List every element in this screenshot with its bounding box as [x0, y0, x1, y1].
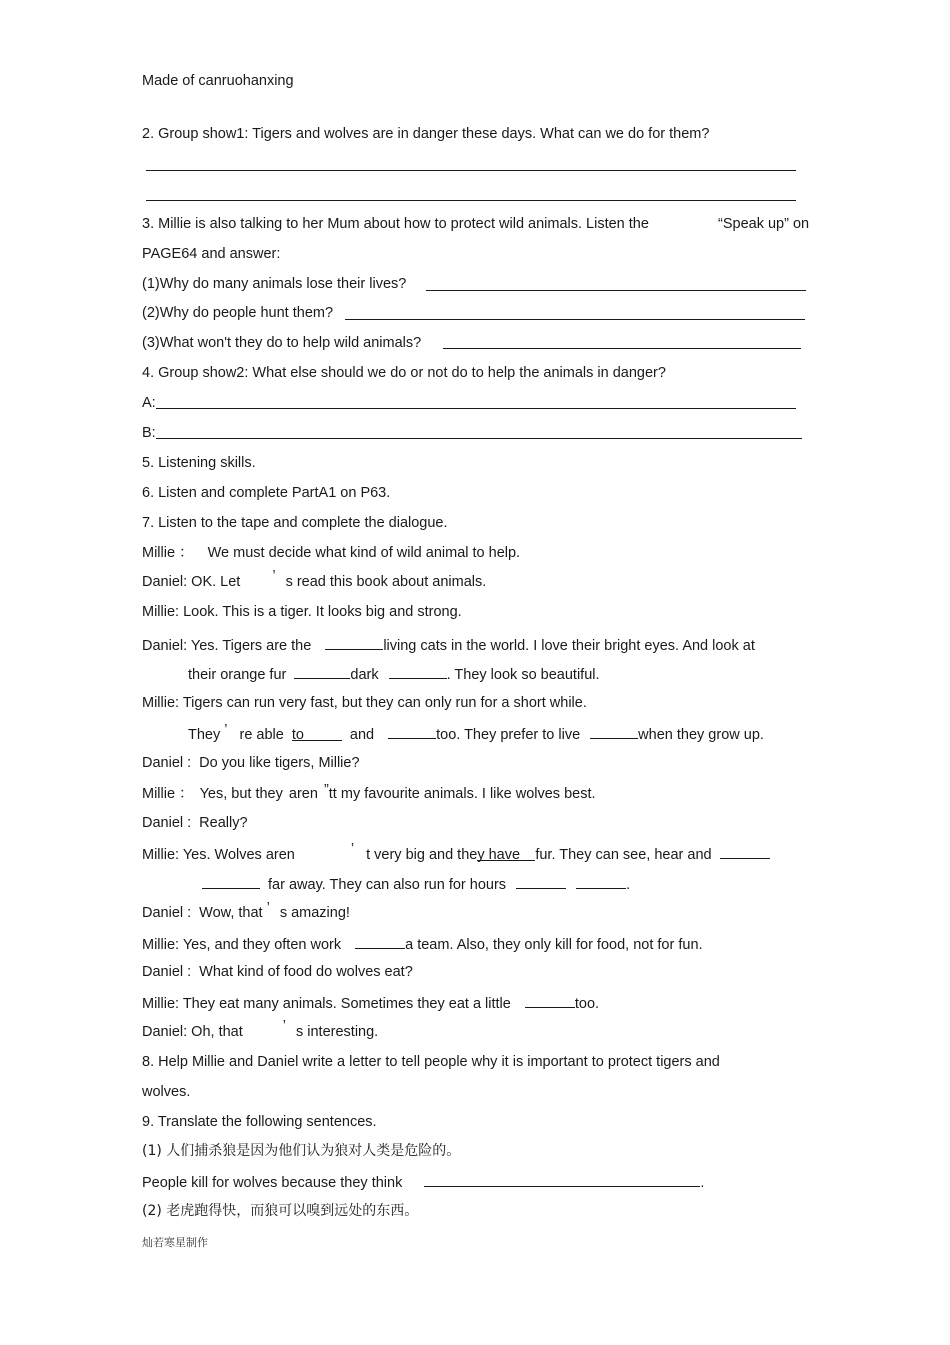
q3-sub1: (1)Why do many animals lose their lives? [142, 276, 407, 292]
dialogue-line-13: Millie: They eat many animals. Sometimes they eat a little too. [142, 993, 599, 1013]
dialogue-line-4: Daniel: Yes. Tigers are the living cats in the world. I love their bright eyes. And look at [142, 635, 755, 655]
dialogue-line-6: Daniel : Do you like tigers, Millie? [142, 755, 360, 771]
q7-text: 7. Listen to the tape and complete the dialogue. [142, 515, 448, 531]
q9-s2-chinese: (2) 老虎跑得快，而狼可以嗅到远处的东西。 [142, 1203, 419, 1219]
dialogue-line-2: Daniel: OK. Let ’ s read this book about animals. [142, 568, 487, 590]
q5-text: 5. Listening skills. [142, 455, 256, 471]
q2-answer-line-2[interactable] [146, 200, 796, 201]
blank-11[interactable] [355, 934, 405, 949]
blank-4c[interactable] [389, 664, 447, 679]
q2-answer-line-1[interactable] [146, 170, 796, 171]
q3-sub2-answer-line[interactable] [345, 319, 805, 320]
q9-text: 9. Translate the following sentences. [142, 1114, 377, 1130]
q4-b-label: B: [142, 425, 156, 441]
q2-text: 2. Group show1: Tigers and wolves are in danger these days. What can we do for them? [142, 126, 710, 142]
q4-b-answer-line[interactable] [156, 438, 802, 439]
dialogue-line-1 [142, 544, 520, 562]
dialogue-line-5: Millie: Tigers can run very fast, but they can only run for a short while. [142, 695, 587, 711]
q3-sub2: (2)Why do people hunt them? [142, 305, 334, 321]
speaker-millie: Millie ： [142, 545, 194, 561]
dialogue-line-12: Daniel : What kind of food do wolves eat? [142, 964, 413, 980]
footer-text: 灿若寒星制作 [142, 1236, 208, 1249]
dialogue-line-14: Daniel: Oh, that ’ s interesting. [142, 1018, 379, 1040]
q9-s1-english: People kill for wolves because they think . [142, 1172, 704, 1192]
dialogue-text: We must decide what kind of wild animal to help. [207, 545, 521, 561]
dialogue-line-5-cont: They ’ re able to and too. They prefer to live when they grow up. [188, 722, 764, 743]
blank-5a[interactable]: to [292, 726, 342, 741]
q9-s1-chinese: (1) 人们捕杀狼是因为他们认为狼对人类是危险的。 [142, 1143, 461, 1159]
blank-9d[interactable] [516, 874, 566, 889]
q4-a-label: A: [142, 395, 156, 411]
blank-9c[interactable] [202, 874, 260, 889]
q4-a-answer-line[interactable] [156, 408, 796, 409]
blank-4a[interactable] [325, 635, 383, 650]
header-text: Made of canruohanxing [142, 73, 294, 89]
dialogue-line-7: Millie ： Yes, but they aren ”tt my favourite animals. I like wolves best. [142, 782, 596, 802]
q3-line2: PAGE64 and answer: [142, 246, 281, 262]
dialogue-line-3: Millie: Look. This is a tiger. It looks big and strong. [142, 604, 462, 620]
blank-5c[interactable] [590, 724, 638, 739]
dialogue-line-11: Millie: Yes, and they often work a team. Also, they only kill for food, not for fun. [142, 934, 703, 954]
dialogue-line-10: Daniel : Wow, that ’ s amazing! [142, 900, 350, 921]
q3-sub3-answer-line[interactable] [443, 348, 801, 349]
blank-9e[interactable] [576, 874, 626, 889]
blank-9b[interactable] [720, 844, 770, 859]
q6-text: 6. Listen and complete PartA1 on P63. [142, 485, 391, 501]
dialogue-line-9-cont: far away. They can also run for hours . [202, 874, 630, 894]
q3-sub1-answer-line[interactable] [426, 290, 806, 291]
q3-speak-up: “Speak up” on [718, 216, 810, 232]
q8-line1: 8. Help Millie and Daniel write a letter to tell people why it is important to protect tigers and [142, 1054, 720, 1070]
blank-5b[interactable] [388, 724, 436, 739]
dialogue-line-4-cont: their orange fur dark . They look so beautiful. [188, 664, 600, 684]
q8-line2: wolves. [142, 1084, 191, 1100]
blank-4b[interactable] [294, 664, 350, 679]
blank-13[interactable] [525, 993, 575, 1008]
dialogue-line-9: Millie: Yes. Wolves aren ’ t very big and they have fur. They can see, hear and [142, 844, 770, 864]
dialogue-line-8: Daniel : Really? [142, 815, 248, 831]
q3-sub3: (3)What won't they do to help wild animals? [142, 335, 422, 351]
q4-text: 4. Group show2: What else should we do or not do to help the animals in danger? [142, 365, 666, 381]
blank-s1[interactable] [424, 1172, 700, 1187]
q3-line1: 3. Millie is also talking to her Mum about how to protect wild animals. Listen the [142, 216, 649, 232]
blank-9a[interactable]: y have [477, 846, 535, 861]
